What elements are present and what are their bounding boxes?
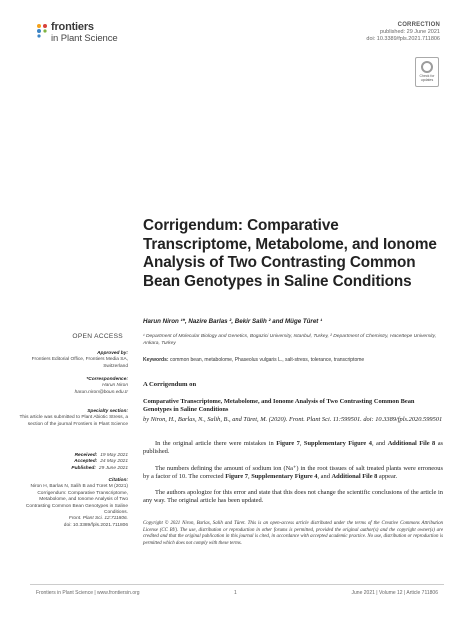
received-date: 19 May 2021 <box>100 453 128 458</box>
approved-heading: Approved by: <box>97 351 128 356</box>
article-doi[interactable]: doi: 10.3389/fpls.2021.711806 <box>366 36 440 42</box>
keywords-text: common bean, metabolome, Phaseolus vulgaris L., salt-stress, tolerance, transcriptome <box>169 357 365 363</box>
logo-name: frontiers <box>51 21 94 33</box>
received-label: Received: <box>74 453 98 458</box>
check-updates-icon <box>421 61 433 73</box>
article-title: Corrigendum: Comparative Transcriptome, Metabolome, and Ionome Analysis of Two Contrasting Common Bean Genotypes in Saline Conditions <box>143 217 437 290</box>
affiliations: ¹ Department of Molecular Biology and Genetics, Bogazici University, Istanbul, Turkey, ² Department of Chemistry, Hacettepe University, Ankara, Turkey <box>143 334 437 346</box>
corrigendum-on-heading: A Corrigendum on <box>143 381 197 388</box>
frontiers-logo[interactable] <box>36 20 156 50</box>
correspondence-name: Harun Niron <box>102 383 128 389</box>
supplementary-figure-4-link-2[interactable]: Supplementary Figure 4 <box>251 473 318 481</box>
approved-by <box>18 351 128 370</box>
copyright-notice: Copyright © 2021 Niron, Barlas, Salih and Türet. This is an open-access article distributed under the terms of the Creative Commons Attribution License (CC BY). The use, distribution or reproduction in other forums is permitted, provided the original author(s) and the copyright owner(s) are credited and that the original publication in this journal is cited, in accordance with accepted academic practice. No use, distribution or reproduction is permitted which does not comply with these terms. <box>143 521 443 546</box>
supplementary-figure-4-link[interactable]: Supplementary Figure 4 <box>303 440 372 447</box>
check-updates-line1: Check for <box>419 74 435 78</box>
specialty-body: This article was submitted to Plant Abiotic Stress, a section of the journal Frontiers in Plant Science <box>19 415 128 427</box>
specialty-section <box>18 409 128 428</box>
approved-body: Frontiers Editorial Office, Frontiers Media SA, Switzerland <box>31 357 128 369</box>
specialty-heading: Specialty section: <box>87 409 128 414</box>
author-list[interactable]: Harun Niron ¹*, Nazire Barlas ², Bekir Salih ² and Müge Türet ¹ <box>143 318 323 325</box>
frontiers-logo-icon <box>36 23 48 39</box>
citation <box>18 478 128 529</box>
dates <box>18 453 128 472</box>
accepted-label: Accepted: <box>74 459 98 465</box>
open-access-label: OPEN ACCESS <box>72 333 123 340</box>
paragraph-1: In the original article there were mistakes in Figure 7, Supplementary Figure 4, and Additional File 8 as published. <box>143 440 444 456</box>
footer-issue: June 2021 | Volume 12 | Article 711806 <box>351 590 438 596</box>
original-article-title[interactable]: Comparative Transcriptome, Metabolome, and Ionome Analysis of Two Contrasting Common Bean Genotypes in Saline Conditions <box>143 398 415 414</box>
citation-doi[interactable]: doi: 10.3389/fpls.2021.711806 <box>63 522 128 528</box>
article-type: CORRECTION <box>397 22 440 28</box>
correspondence-email[interactable]: harun.niron@boun.edu.tr <box>74 389 128 395</box>
article-meta <box>366 22 440 43</box>
keywords-label: Keywords: <box>143 357 169 363</box>
accepted-date: 24 May 2021 <box>100 459 128 465</box>
figure-7-link-2[interactable]: Figure 7 <box>225 473 248 481</box>
page-number: 1 <box>234 590 237 596</box>
additional-file-8-link[interactable]: Additional File 8 <box>387 440 436 447</box>
correspondence-heading: *Correspondence: <box>86 377 128 382</box>
check-updates-line2: updates <box>420 78 434 82</box>
additional-file-8-link-2[interactable]: Additional File 8 <box>331 473 378 481</box>
paragraph-3: The authors apologize for this error and state that this does not change the scientific conclusions of the article in any way. The original article has been updated. <box>143 489 443 505</box>
footer-divider <box>30 584 444 585</box>
correspondence <box>18 377 128 396</box>
published-row <box>18 466 128 472</box>
original-article-citation[interactable]: by Niron, H., Barlas, N., Salih, B., and Türet, M. (2020). Front. Plant Sci. 11:599501. doi: 10.3389/fpls.2020.599501 <box>143 416 443 423</box>
published-date: published: 29 June 2021 <box>380 29 440 35</box>
published-side-date: 29 June 2021 <box>98 465 128 471</box>
logo-journal: in Plant Science <box>51 33 118 44</box>
keywords <box>143 357 443 364</box>
published-label: Published: <box>71 465 96 471</box>
citation-journal: Front. Plant Sci. 12:711806. <box>68 516 128 522</box>
check-for-updates-button[interactable] <box>415 57 439 87</box>
footer-journal[interactable]: Frontiers in Plant Science | www.frontiersin.org <box>36 590 140 596</box>
citation-body: Niron H, Barlas N, Salih B and Türet M (2021) Corrigendum: Comparative Transcriptome, Metabolome, and Ionome Analysis of Two Contrasting Common Bean Genotypes in Saline Conditions. <box>25 484 128 516</box>
citation-heading: Citation: <box>108 478 128 483</box>
paragraph-2: The numbers defining the amount of sodium ion (Na⁺) in the root tissues of salt treated plants were erroneous by a factor of 10. The corrected Figure 7, Supplementary Figure 4, and Additional File 8 appear. <box>143 465 443 481</box>
figure-7-link[interactable]: Figure 7 <box>276 440 300 447</box>
